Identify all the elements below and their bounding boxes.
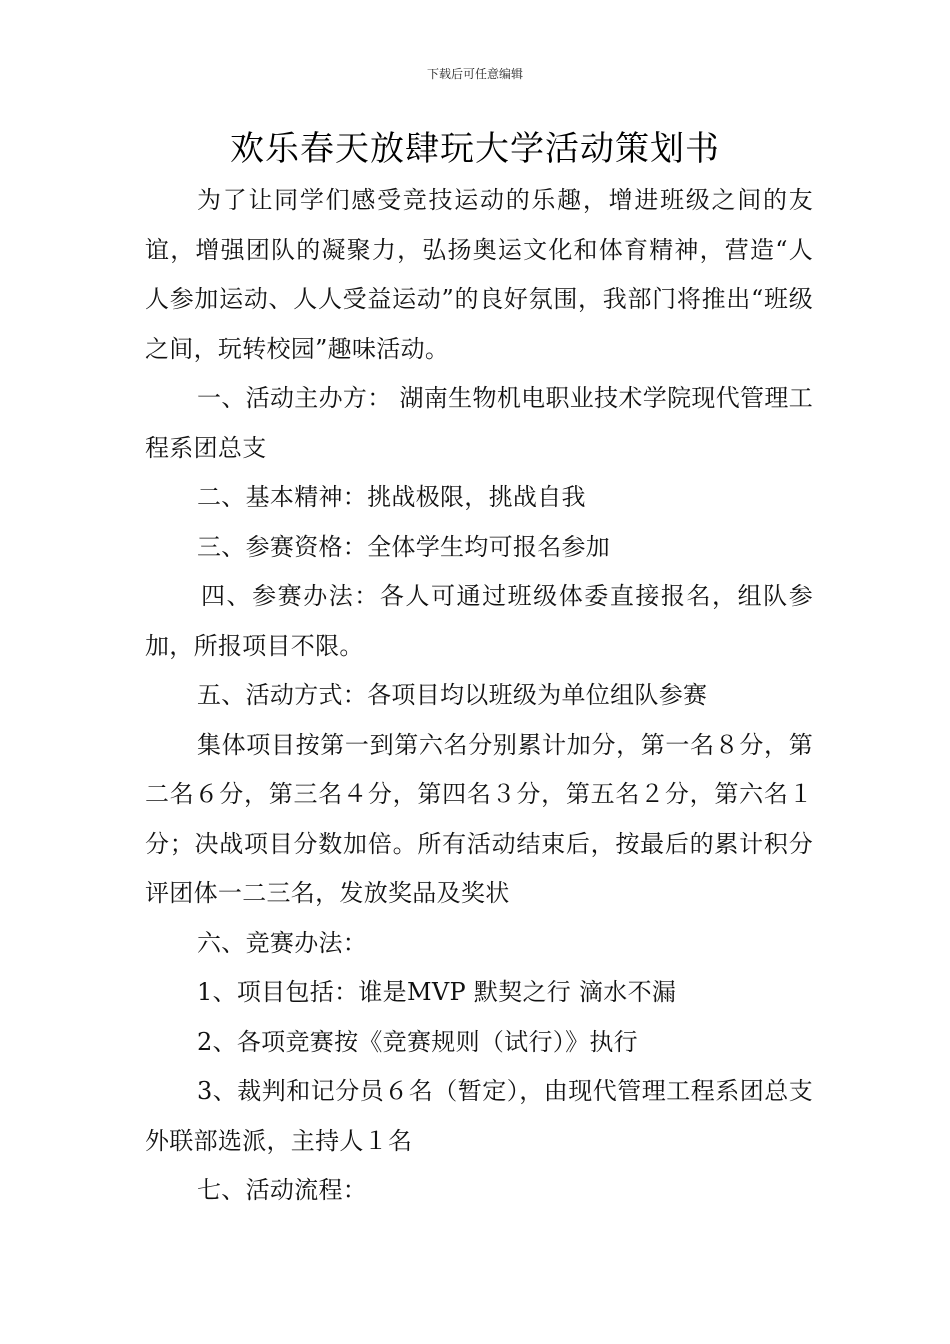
document-title: 欢乐春天放肆玩大学活动策划书 [230, 129, 720, 169]
section-eligibility: 三、参赛资格：全体学生均可报名参加 [197, 532, 611, 561]
section-method: 四、参赛办法：各人可通过班级体委直接报名，组队参加，所报项目不限。 [145, 582, 813, 660]
scoring-paragraph: 集体项目按第一到第六名分别累计加分，第一名８分，第二名６分，第三名４分，第四名３分，第五名２分，第六名１分；决战项目分数加倍。所有活动结束后，按最后的累计积分评团体一二三名，发放奖品及奖状 [145, 730, 813, 907]
competition-item-2: 2、各项竞赛按《竞赛规则（试行）》执行 [197, 1027, 638, 1056]
section-competition: 六、竞赛办法： [197, 928, 368, 957]
document-body [145, 176, 813, 1216]
competition-item-3: 3、裁判和记分员６名（暂定），由现代管理工程系团总支外联部选派，主持人１名 [145, 1077, 813, 1155]
section-process: 七、活动流程： [197, 1176, 368, 1204]
intro-paragraph: 为了让同学们感受竞技运动的乐趣，增进班级之间的友谊，增强团队的凝聚力，弘扬奥运文化和体育精神，营造“人人参加运动、人人受益运动”的良好氛围，我部门将推出“班级之间，玩转校园”趣味活动。 [145, 186, 813, 363]
section-organizer: 一、活动主办方： 湖南生物机电职业技术学院现代管理工程系团总支 [145, 384, 813, 462]
competition-item-1: 1、项目包括：谁是MVP 默契之行 滴水不漏 [197, 978, 677, 1006]
section-format: 五、活动方式：各项目均以班级为单位组队参赛 [197, 681, 708, 709]
header-note: 下载后可任意编辑 [426, 67, 523, 81]
section-spirit: 二、基本精神：挑战极限，挑战自我 [197, 483, 586, 511]
